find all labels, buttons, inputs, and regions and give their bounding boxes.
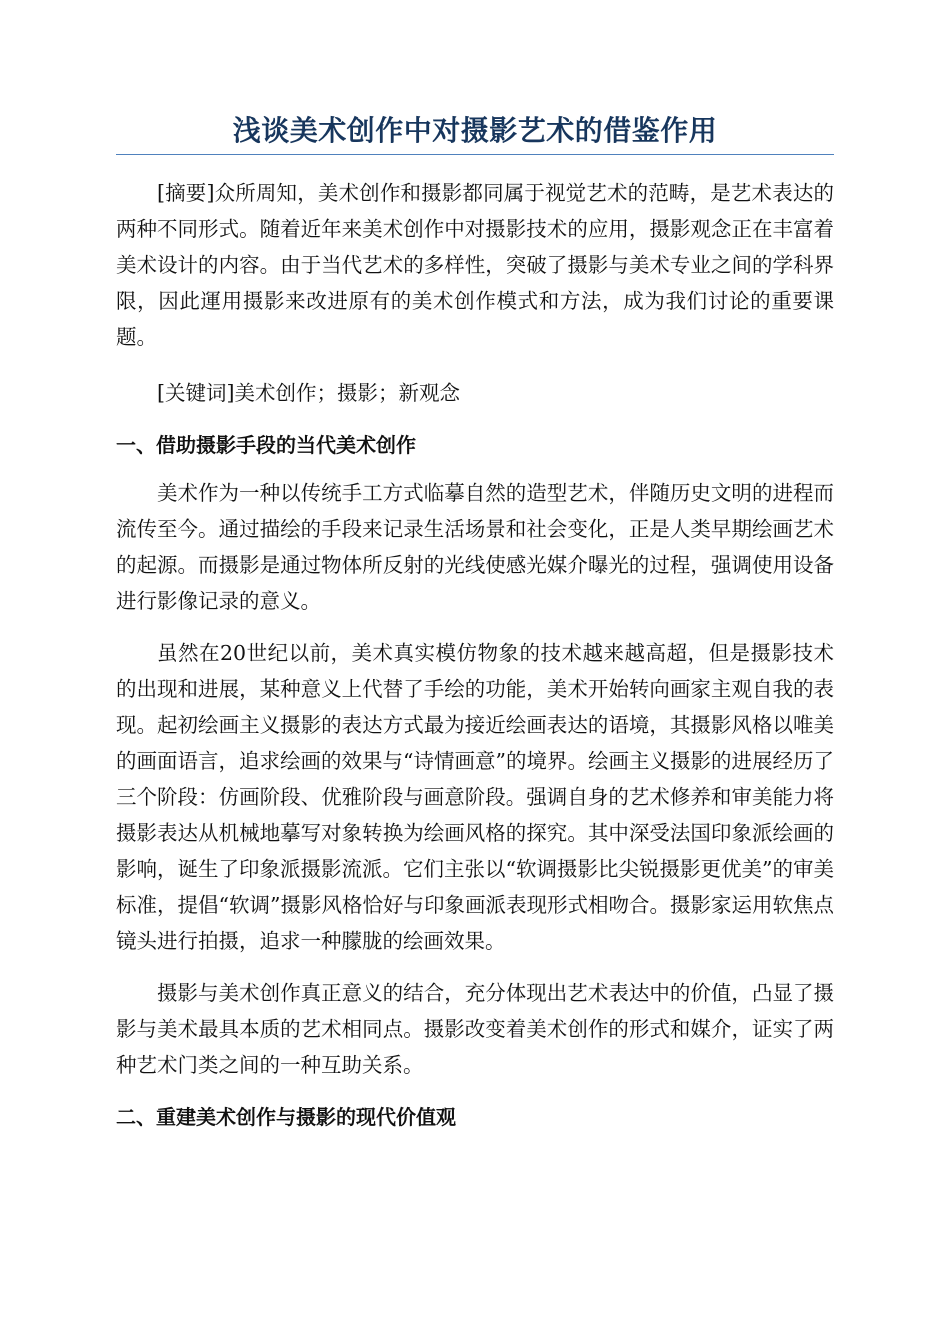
section1-paragraph: 摄影与美术创作真正意义的结合，充分体现出艺术表达中的价值，凸显了摄影与美术最具本质的艺术相同点。摄影改变着美术创作的形式和媒介，证实了两种艺术门类之间的一种互助关系。 (116, 981, 834, 1077)
keywords-paragraph: [关键词]美术创作；摄影；新观念 (157, 381, 460, 405)
document-title: 浅谈美术创作中对摄影艺术的借鉴作用 (116, 108, 834, 155)
section1-paragraph: 虽然在20世纪以前，美术真实模仿物象的技术越来越高超，但是摄影技术的出现和进展，某种意义上代替了手绘的功能，美术开始转向画家主观自我的表现。起初绘画主义摄影的表达方式最为接近绘画表达的语境，其摄影风格以唯美的画面语言，追求绘画的效果与“诗情画意”的境界。绘画主义摄影的进展经历了三个阶段：仿画阶段、优雅阶段与画意阶段。强调自身的艺术修养和审美能力将摄影表达从机械地摹写对象转换为绘画风格的探究。其中深受法国印象派绘画的影响，诞生了印象派摄影流派。它们主张以“软调摄影比尖锐摄影更优美”的审美标准，提倡“软调”摄影风格恰好与印象画派表现形式相吻合。摄影家运用软焦点镜头进行拍摄，追求一种朦胧的绘画效果。 (116, 641, 834, 953)
section1-paragraph: 美术作为一种以传统手工方式临摹自然的造型艺术，伴随历史文明的进程而流传至今。通过描绘的手段来记录生活场景和社会变化，正是人类早期绘画艺术的起源。而摄影是通过物体所反射的光线使感光媒介曝光的过程，强调使用设备进行影像记录的意义。 (116, 481, 834, 613)
section-heading-1: 一、借助摄影手段的当代美术创作 (116, 433, 416, 457)
abstract-paragraph: [摘要]众所周知，美术创作和摄影都同属于视觉艺术的范畴，是艺术表达的两种不同形式。随着近年来美术创作中对摄影技术的应用，摄影观念正在丰富着美术设计的内容。由于当代艺术的多样性，突破了摄影与美术专业之间的学科界限，因此運用摄影来改进原有的美术创作模式和方法，成为我们讨论的重要课题。 (116, 181, 834, 349)
document-page (116, 108, 834, 1135)
section-heading-2: 二、重建美术创作与摄影的现代价值观 (116, 1105, 456, 1129)
